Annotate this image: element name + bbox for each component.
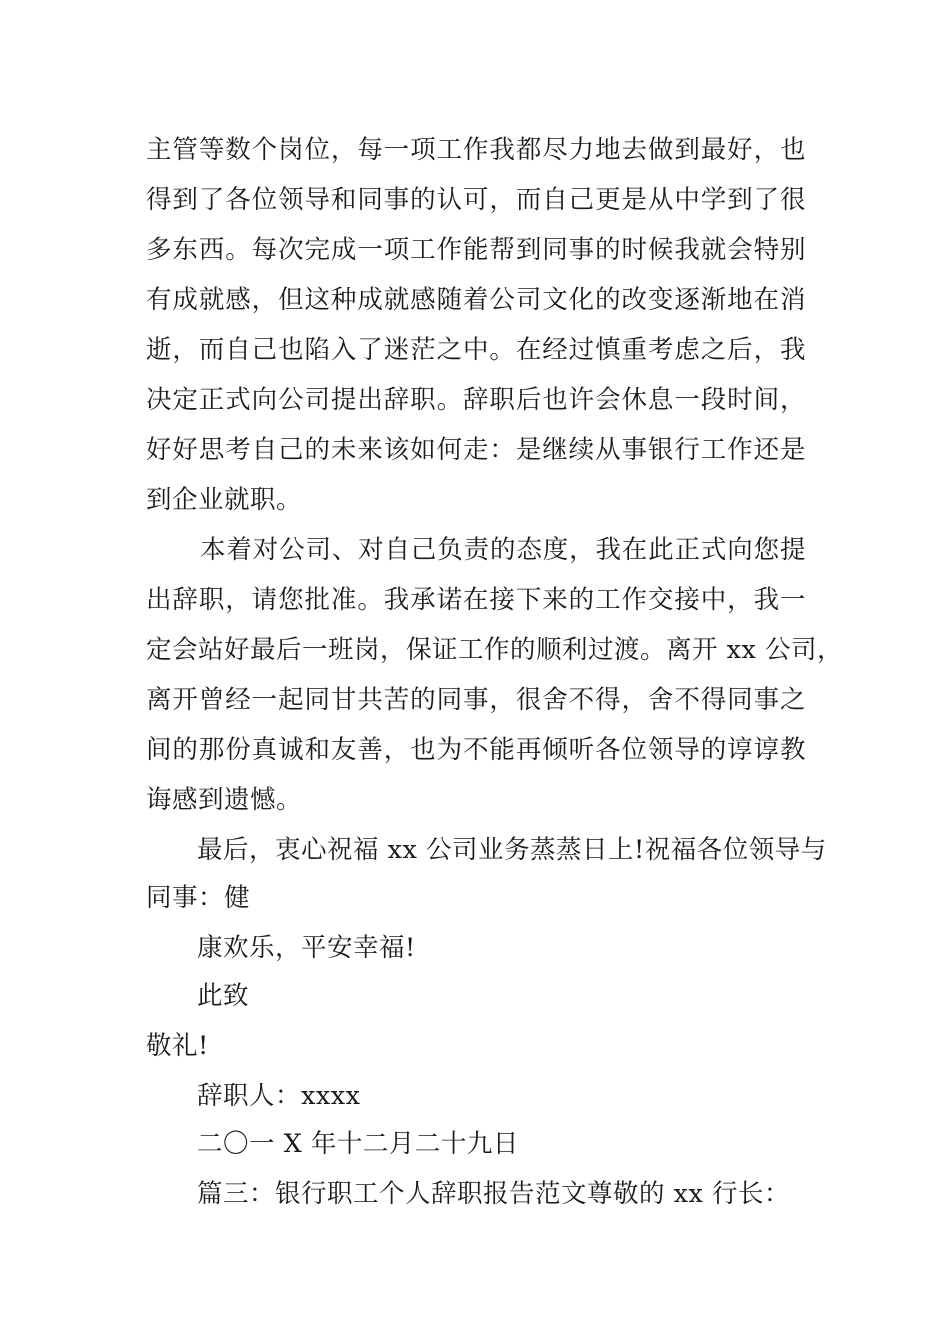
body-line: 主管等数个岗位，每一项工作我都尽力地去做到最好，也 [146,135,806,165]
salutation-line: 此致 [197,981,250,1011]
body-line: 决定正式向公司提出辞职。辞职后也许会休息一段时间， [146,385,806,415]
body-line: 同事：健 [146,883,251,913]
body-line: 多东西。每次完成一项工作能帮到同事的时候我就会特别 [146,235,806,265]
body-line: 定会站好最后一班岗，保证工作的顺利过渡。离开 xx 公司， [146,635,843,665]
date-line: 二〇一 X 年十二月二十九日 [197,1129,519,1159]
body-line: 间的那份真诚和友善，也为不能再倾听各位领导的谆谆教 [146,735,806,765]
body-line: 得到了各位领导和同事的认可，而自己更是从中学到了很 [146,185,806,215]
body-line: 出辞职，请您批准。我承诺在接下来的工作交接中，我一 [146,585,806,615]
signature-line: 辞职人：xxxx [197,1081,361,1111]
paragraph-first-line: 本着对公司、对自己负责的态度，我在此正式向您提 [200,535,806,565]
closing-wish-line: 最后，衷心祝福 xx 公司业务蒸蒸日上!祝福各位领导与 [197,835,827,865]
body-line: 有成就感，但这种成就感随着公司文化的改变逐渐地在消 [146,285,806,315]
closing-wish-line: 康欢乐，平安幸福! [197,933,416,963]
body-line: 逝，而自己也陷入了迷茫之中。在经过慎重考虑之后，我 [146,335,806,365]
body-line: 到企业就职。 [146,485,303,515]
salutation-line: 敬礼! [146,1031,209,1061]
body-line: 诲感到遗憾。 [146,785,303,815]
body-line: 好好思考自己的未来该如何走：是继续从事银行工作还是 [146,435,806,465]
body-line: 离开曾经一起同甘共苦的同事，很舍不得，舍不得同事之 [146,685,806,715]
section-heading: 篇三：银行职工个人辞职报告范文尊敬的 xx 行长： [197,1179,790,1209]
